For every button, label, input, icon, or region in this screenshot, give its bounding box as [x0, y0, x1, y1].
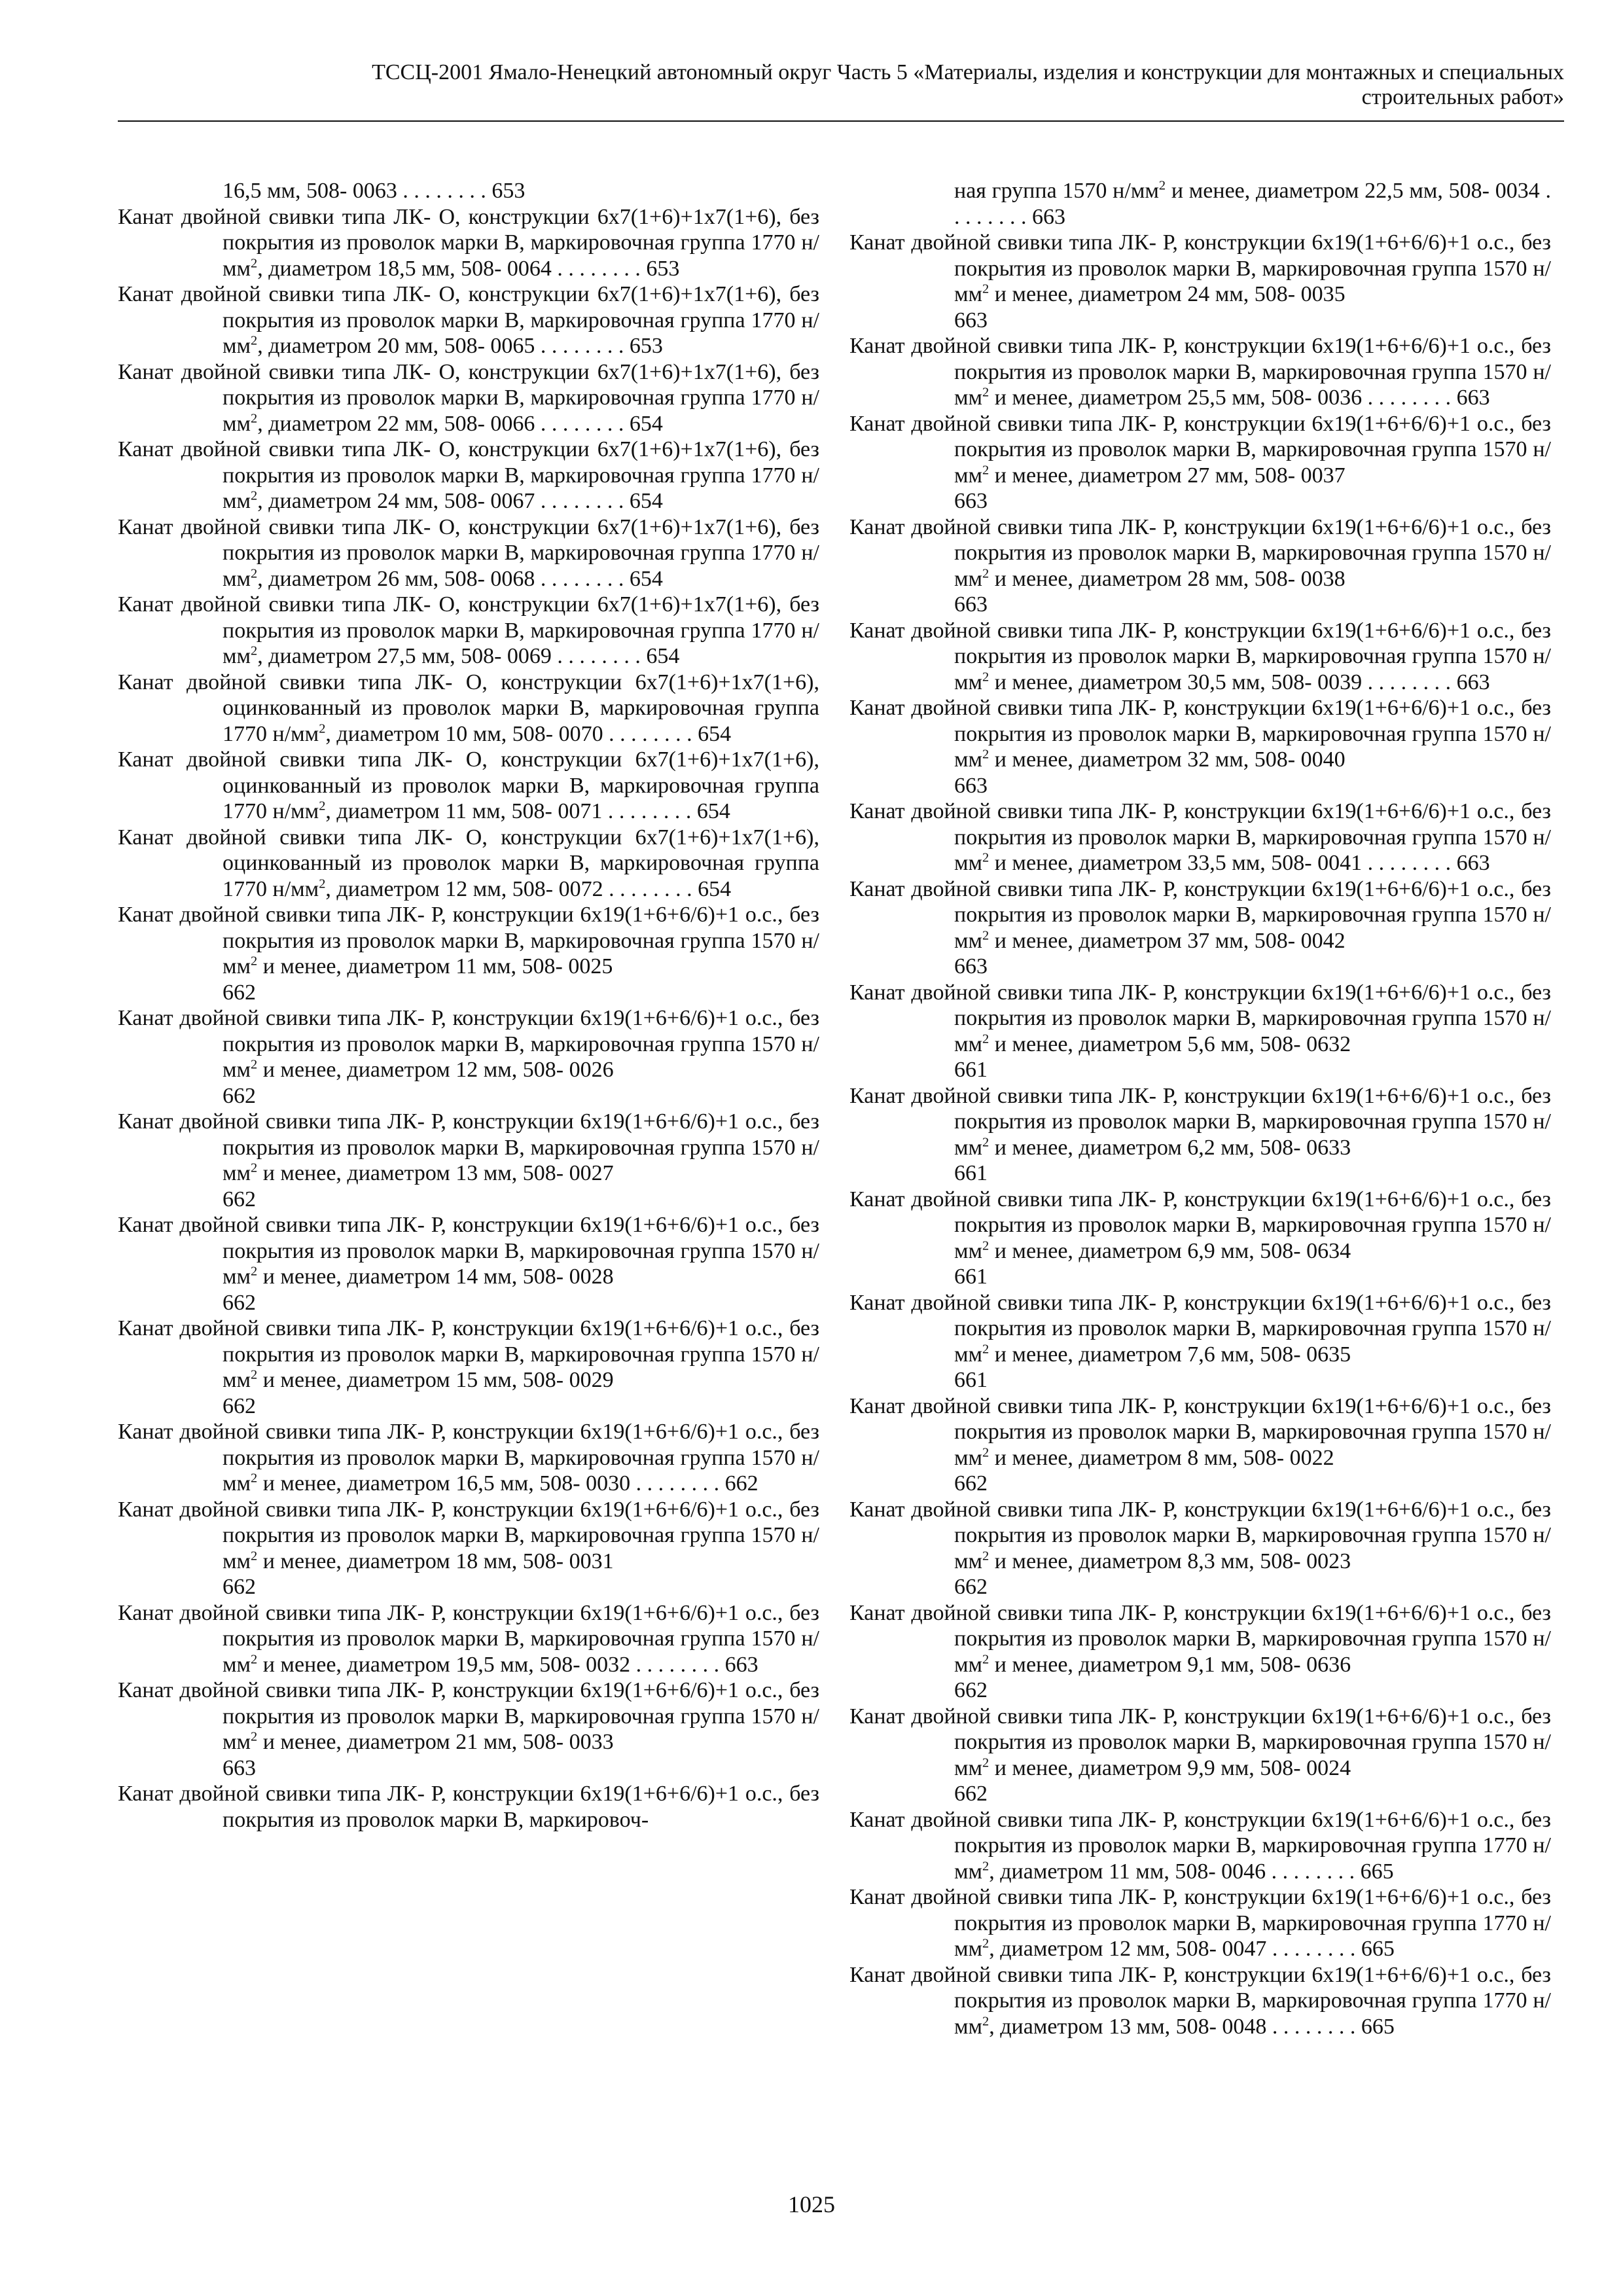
entry-page-ref: 662 — [223, 1083, 256, 1108]
entry-text: Канат двойной свивки типа ЛК- Р, конструкции 6х19(1+6+6/6)+1 о.с., без покрытия из проволок марки В, маркировочная группа 1770 $н/мм^2$, диаметром 11 мм, 508- 0046 — [849, 1807, 1551, 1884]
index-entry — [849, 1290, 1551, 1393]
entry-text: Канат двойной свивки типа ЛК- Р, конструкции 6х19(1+6+6/6)+1 о.с., без покрытия из проволок марки В, маркировочная группа 1570 $н/мм^2$ и менее, диаметром 11 мм, 508- 0025 — [118, 903, 819, 978]
entry-text: Канат двойной свивки типа ЛК- Р, конструкции 6х19(1+6+6/6)+1 о.с., без покрытия из проволок марки В, маркировочная группа 1570 $н/мм^2$ и менее, диаметром 7,6 мм, 508- 0635 — [849, 1290, 1551, 1367]
index-entry — [849, 514, 1551, 618]
index-entry — [849, 411, 1551, 514]
dot-leader: . . . . . . . . — [551, 256, 647, 281]
entry-page-ref: 663 — [954, 592, 988, 617]
entry-page-ref: 663 — [954, 489, 988, 513]
entry-text: Канат двойной свивки типа ЛК- Р, конструкции 6х19(1+6+6/6)+1 о.с., без покрытия из проволок марки В, маркировочная группа 1570 $н/мм^2$ и менее, диаметром 16,5 мм, 508- 0030 — [118, 1420, 819, 1496]
index-entry — [118, 514, 819, 592]
index-entry — [849, 876, 1551, 980]
dot-leader: . . . . . . . . — [954, 179, 1552, 229]
entry-text: Канат двойной свивки типа ЛК- О, конструкции 6х7(1+6)+1х7(1+6), без покрытия из проволок марки В, маркировочная группа 1770 $н/мм^2$, диаметром 18,5 мм, 508- 0064 — [118, 204, 819, 281]
index-entry — [849, 798, 1551, 876]
index-entry — [849, 695, 1551, 798]
index-entry — [118, 1005, 819, 1109]
entry-page-ref: 663 — [954, 954, 988, 978]
index-entry — [118, 1600, 819, 1678]
entry-text: Канат двойной свивки типа ЛК- О, конструкции 6х7(1+6)+1х7(1+6), без покрытия из проволок марки В, маркировочная группа 1770 $н/мм^2$, диаметром 26 мм, 508- 0068 — [118, 514, 819, 591]
index-entry — [118, 359, 819, 437]
entry-page-ref: 662 — [954, 1471, 988, 1496]
index-entry — [849, 178, 1551, 230]
dot-leader: . . . . . . . . — [535, 566, 630, 591]
index-entry — [118, 204, 819, 282]
dot-leader: . . . . . . . . — [535, 334, 630, 358]
entry-page-ref: 663 — [1032, 204, 1065, 229]
entry-page-ref: 654 — [698, 876, 732, 901]
dot-leader: . . . . . . . . — [1362, 851, 1457, 875]
entry-page-ref: 654 — [698, 721, 732, 746]
entry-text: Канат двойной свивки типа ЛК- Р, конструкции 6х19(1+6+6/6)+1 о.с., без покрытия из проволок марки В, маркировочная группа 1570 $н/мм^2$ и менее, диаметром 19,5 мм, 508- 0032 — [118, 1600, 819, 1677]
entry-page-ref: 653 — [646, 256, 680, 281]
entry-page-ref: 663 — [223, 1755, 256, 1780]
entry-page-ref: 654 — [646, 644, 680, 668]
entry-text: Канат двойной свивки типа ЛК- Р, конструкции 6х19(1+6+6/6)+1 о.с., без покрытия из проволок марки В, маркировочная группа 1570 $н/мм^2$ и менее, диаметром 24 мм, 508- 0035 — [849, 230, 1551, 306]
dot-leader: . . . . . . . . — [602, 799, 697, 823]
entry-page-ref: 663 — [1456, 670, 1490, 694]
dot-leader: . . . . . . . . — [1362, 386, 1457, 410]
entry-page-ref: 663 — [724, 1652, 758, 1677]
entry-text: Канат двойной свивки типа ЛК- Р, конструкции 6х19(1+6+6/6)+1 о.с., без покрытия из проволок марки В, маркировочная группа 1570 $н/мм^2$ и менее, диаметром 9,1 мм, 508- 0636 — [849, 1600, 1551, 1677]
dot-leader: . . . . . . . . — [1266, 1937, 1361, 1961]
dot-leader: . . . . . . . . — [397, 179, 492, 203]
running-header — [118, 60, 1564, 110]
index-entry — [849, 1962, 1551, 2040]
index-entry — [849, 1187, 1551, 1290]
index-entry — [118, 281, 819, 359]
entry-text: Канат двойной свивки типа ЛК- Р, конструкции 6х19(1+6+6/6)+1 о.с., без покрытия из проволок марки В, маркировочная группа 1570 $н/мм^2$ и менее, диаметром 15 мм, 508- 0029 — [118, 1316, 819, 1392]
index-entry — [849, 980, 1551, 1083]
entry-text: ная группа 1570 $н/мм^2$ и менее, диаметром 22,5 мм, 508- 0034 — [954, 178, 1540, 203]
entry-text: Канат двойной свивки типа ЛК- О, конструкции 6х7(1+6)+1х7(1+6), без покрытия из проволок марки В, маркировочная группа 1770 $н/мм^2$, диаметром 22 мм, 508- 0066 — [118, 359, 819, 436]
index-entry — [849, 1083, 1551, 1187]
entry-text: Канат двойной свивки типа ЛК- Р, конструкции 6х19(1+6+6/6)+1 о.с., без покрытия из проволок марки В, маркировочная группа 1570 $н/мм^2$ и менее, диаметром 8 мм, 508- 0022 — [849, 1393, 1551, 1470]
entry-page-ref: 665 — [1360, 1859, 1394, 1884]
index-entry — [849, 1600, 1551, 1704]
entry-page-ref: 662 — [223, 1575, 256, 1599]
index-entry — [118, 902, 819, 1005]
entry-page-ref: 663 — [954, 308, 988, 332]
entry-page-ref: 665 — [1361, 2014, 1395, 2039]
entry-page-ref: 665 — [1361, 1937, 1395, 1961]
entry-text: Канат двойной свивки типа ЛК- О, конструкции 6х7(1+6)+1х7(1+6), без покрытия из проволок марки В, маркировочная группа 1770 $н/мм^2$, диаметром 27,5 мм, 508- 0069 — [118, 592, 819, 668]
dot-leader: . . . . . . . . — [603, 721, 698, 746]
entry-page-ref: 661 — [954, 1161, 988, 1185]
index-entry — [118, 1316, 819, 1419]
entry-page-ref: 661 — [954, 1368, 988, 1392]
entry-page-ref: 662 — [223, 980, 256, 1005]
index-column-left — [118, 178, 819, 1833]
dot-leader: . . . . . . . . — [603, 876, 698, 901]
entry-text: Канат двойной свивки типа ЛК- О, конструкции 6х7(1+6)+1х7(1+6), оцинкованный из проволок марки В, маркировочная группа 1770 $н/мм^2$, диаметром 12 мм, 508- 0072 — [118, 825, 819, 901]
entry-text: Канат двойной свивки типа ЛК- Р, конструкции 6х19(1+6+6/6)+1 о.с., без покрытия из проволок марки В, маркировочная группа 1570 $н/мм^2$ и менее, диаметром 13 мм, 508- 0027 — [118, 1109, 819, 1185]
entry-text: Канат двойной свивки типа ЛК- Р, конструкции 6х19(1+6+6/6)+1 о.с., без покрытия из проволок марки В, маркировочная группа 1770 $н/мм^2$, диаметром 13 мм, 508- 0048 — [849, 1962, 1551, 2039]
dot-leader: . . . . . . . . — [1266, 2014, 1361, 2039]
entry-text: Канат двойной свивки типа ЛК- Р, конструкции 6х19(1+6+6/6)+1 о.с., без покрытия из проволок марки В, маркировочная группа 1570 $н/мм^2$ и менее, диаметром 33,5 мм, 508- 0041 — [849, 799, 1551, 875]
index-entry — [849, 333, 1551, 411]
index-entry — [849, 1393, 1551, 1497]
entry-text: Канат двойной свивки типа ЛК- О, конструкции 6х7(1+6)+1х7(1+6), без покрытия из проволок марки В, маркировочная группа 1770 $н/мм^2$, диаметром 20 мм, 508- 0065 — [118, 282, 819, 358]
entry-page-ref: 663 — [1456, 851, 1490, 875]
entry-page-ref: 662 — [223, 1393, 256, 1418]
entry-text: Канат двойной свивки типа ЛК- Р, конструкции 6х19(1+6+6/6)+1 о.с., без покрытия из проволок марки В, маркировочная группа 1570 $н/мм^2$ и менее, диаметром 9,9 мм, 508- 0024 — [849, 1704, 1551, 1780]
index-entry — [118, 1109, 819, 1212]
entry-page-ref: 662 — [223, 1187, 256, 1211]
index-entry — [849, 1884, 1551, 1962]
entry-page-ref: 654 — [629, 489, 663, 513]
entry-text: Канат двойной свивки типа ЛК- Р, конструкции 6х19(1+6+6/6)+1 о.с., без покрытия из проволок марки В, маркировочная группа 1570 $н/мм^2$ и менее, диаметром 27 мм, 508- 0037 — [849, 411, 1551, 488]
index-entry — [849, 618, 1551, 696]
index-column-right — [849, 178, 1551, 2039]
entry-text: Канат двойной свивки типа ЛК- Р, конструкции 6х19(1+6+6/6)+1 о.с., без покрытия из проволок марки В, маркировочная группа 1570 $н/мм^2$ и менее, диаметром 18 мм, 508- 0031 — [118, 1497, 819, 1573]
index-entry — [118, 825, 819, 903]
entry-text: Канат двойной свивки типа ЛК- Р, конструкции 6х19(1+6+6/6)+1 о.с., без покрытия из проволок марки В, маркировочная группа 1570 $н/мм^2$ и менее, диаметром 21 мм, 508- 0033 — [118, 1678, 819, 1754]
entry-page-ref: 654 — [629, 411, 663, 436]
entry-page-ref: 662 — [954, 1782, 988, 1806]
header-line-1: ТССЦ-2001 Ямало-Ненецкий автономный округ Часть 5 «Материалы, изделия и конструкции для монтажных и специальных — [372, 60, 1564, 84]
entry-page-ref: 662 — [724, 1471, 758, 1496]
dot-leader: . . . . . . . . — [630, 1471, 725, 1496]
dot-leader: . . . . . . . . — [535, 411, 630, 436]
entry-text: Канат двойной свивки типа ЛК- Р, конструкции 6х19(1+6+6/6)+1 о.с., без покрытия из проволок марки В, маркировочная группа 1570 $н/мм^2$ и менее, диаметром 6,9 мм, 508- 0634 — [849, 1187, 1551, 1263]
index-entry — [849, 1704, 1551, 1807]
entry-page-ref: 661 — [954, 1058, 988, 1082]
dot-leader: . . . . . . . . — [1266, 1859, 1361, 1884]
dot-leader: . . . . . . . . — [630, 1652, 725, 1677]
index-entry — [849, 1807, 1551, 1885]
entry-page-ref: 653 — [629, 334, 663, 358]
entry-text: Канат двойной свивки типа ЛК- Р, конструкции 6х19(1+6+6/6)+1 о.с., без покрытия из проволок марки В, маркировочная группа 1570 $н/мм^2$ и менее, диаметром 12 мм, 508- 0026 — [118, 1006, 819, 1082]
entry-text: Канат двойной свивки типа ЛК- Р, конструкции 6х19(1+6+6/6)+1 о.с., без покрытия из проволок марки В, маркировочная группа 1570 $н/мм^2$ и менее, диаметром 6,2 мм, 508- 0633 — [849, 1083, 1551, 1160]
entry-page-ref: 662 — [954, 1575, 988, 1599]
index-entry — [118, 1419, 819, 1497]
entry-text: Канат двойной свивки типа ЛК- Р, конструкции 6х19(1+6+6/6)+1 о.с., без покрытия из проволок марки В, маркировочная группа 1570 $н/мм^2$ и менее, диаметром 14 мм, 508- 0028 — [118, 1213, 819, 1289]
index-entry — [118, 437, 819, 514]
index-entry — [118, 1212, 819, 1316]
entry-text: Канат двойной свивки типа ЛК- Р, конструкции 6х19(1+6+6/6)+1 о.с., без покрытия из проволок марки В, маркировочная группа 1570 $н/мм^2$ и менее, диаметром 37 мм, 508- 0042 — [849, 876, 1551, 953]
entry-page-ref: 662 — [954, 1678, 988, 1702]
entry-page-ref: 654 — [629, 566, 663, 591]
header-divider — [118, 120, 1564, 122]
header-line-2: строительных работ» — [1361, 85, 1564, 109]
entry-page-ref: 663 — [954, 773, 988, 798]
entry-text: Канат двойной свивки типа ЛК- О, конструкции 6х7(1+6)+1х7(1+6), оцинкованный из проволок марки В, маркировочная группа 1770 $н/мм^2$, диаметром 10 мм, 508- 0070 — [118, 670, 819, 746]
dot-leader: . . . . . . . . — [535, 489, 630, 513]
index-entry — [118, 1781, 819, 1833]
entry-text: Канат двойной свивки типа ЛК- Р, конструкции 6х19(1+6+6/6)+1 о.с., без покрытия из проволок марки В, маркировочная группа 1570 $н/мм^2$ и менее, диаметром 5,6 мм, 508- 0632 — [849, 980, 1551, 1056]
entry-text: Канат двойной свивки типа ЛК- О, конструкции 6х7(1+6)+1х7(1+6), без покрытия из проволок марки В, маркировочная группа 1770 $н/мм^2$, диаметром 24 мм, 508- 0067 — [118, 437, 819, 513]
entry-text: Канат двойной свивки типа ЛК- Р, конструкции 6х19(1+6+6/6)+1 о.с., без покрытия из проволок марки В, маркировоч- — [118, 1782, 819, 1832]
index-entry — [118, 1677, 819, 1781]
dot-leader: . . . . . . . . — [1362, 670, 1457, 694]
entry-text: Канат двойной свивки типа ЛК- Р, конструкции 6х19(1+6+6/6)+1 о.с., без покрытия из проволок марки В, маркировочная группа 1570 $н/мм^2$ и менее, диаметром 30,5 мм, 508- 0039 — [849, 618, 1551, 694]
entry-text: Канат двойной свивки типа ЛК- Р, конструкции 6х19(1+6+6/6)+1 о.с., без покрытия из проволок марки В, маркировочная группа 1570 $н/мм^2$ и менее, диаметром 32 мм, 508- 0040 — [849, 696, 1551, 772]
entry-text: Канат двойной свивки типа ЛК- О, конструкции 6х7(1+6)+1х7(1+6), оцинкованный из проволок марки В, маркировочная группа 1770 $н/мм^2$, диаметром 11 мм, 508- 0071 — [118, 747, 819, 823]
dot-leader: . . . . . . . . — [551, 644, 647, 668]
index-entry — [118, 1497, 819, 1600]
entry-page-ref: 663 — [1456, 386, 1490, 410]
index-entry — [118, 178, 819, 204]
entry-text: Канат двойной свивки типа ЛК- Р, конструкции 6х19(1+6+6/6)+1 о.с., без покрытия из проволок марки В, маркировочная группа 1570 $н/мм^2$ и менее, диаметром 28 мм, 508- 0038 — [849, 514, 1551, 591]
entry-page-ref: 661 — [954, 1265, 988, 1289]
entry-text: Канат двойной свивки типа ЛК- Р, конструкции 6х19(1+6+6/6)+1 о.с., без покрытия из проволок марки В, маркировочная группа 1570 $н/мм^2$ и менее, диаметром 25,5 мм, 508- 0036 — [849, 334, 1551, 410]
index-entry — [849, 1497, 1551, 1600]
index-entry — [118, 592, 819, 670]
entry-page-ref: 662 — [223, 1290, 256, 1315]
index-entry — [849, 230, 1551, 333]
index-entry — [118, 670, 819, 747]
entry-text: Канат двойной свивки типа ЛК- Р, конструкции 6х19(1+6+6/6)+1 о.с., без покрытия из проволок марки В, маркировочная группа 1770 $н/мм^2$, диаметром 12 мм, 508- 0047 — [849, 1885, 1551, 1961]
entry-text: 16,5 мм, 508- 0063 — [223, 179, 397, 203]
page-number: 1025 — [788, 2191, 835, 2217]
entry-page-ref: 654 — [696, 799, 730, 823]
entry-page-ref: 653 — [491, 179, 526, 203]
entry-text: Канат двойной свивки типа ЛК- Р, конструкции 6х19(1+6+6/6)+1 о.с., без покрытия из проволок марки В, маркировочная группа 1570 $н/мм^2$ и менее, диаметром 8,3 мм, 508- 0023 — [849, 1497, 1551, 1573]
index-entry — [118, 747, 819, 825]
